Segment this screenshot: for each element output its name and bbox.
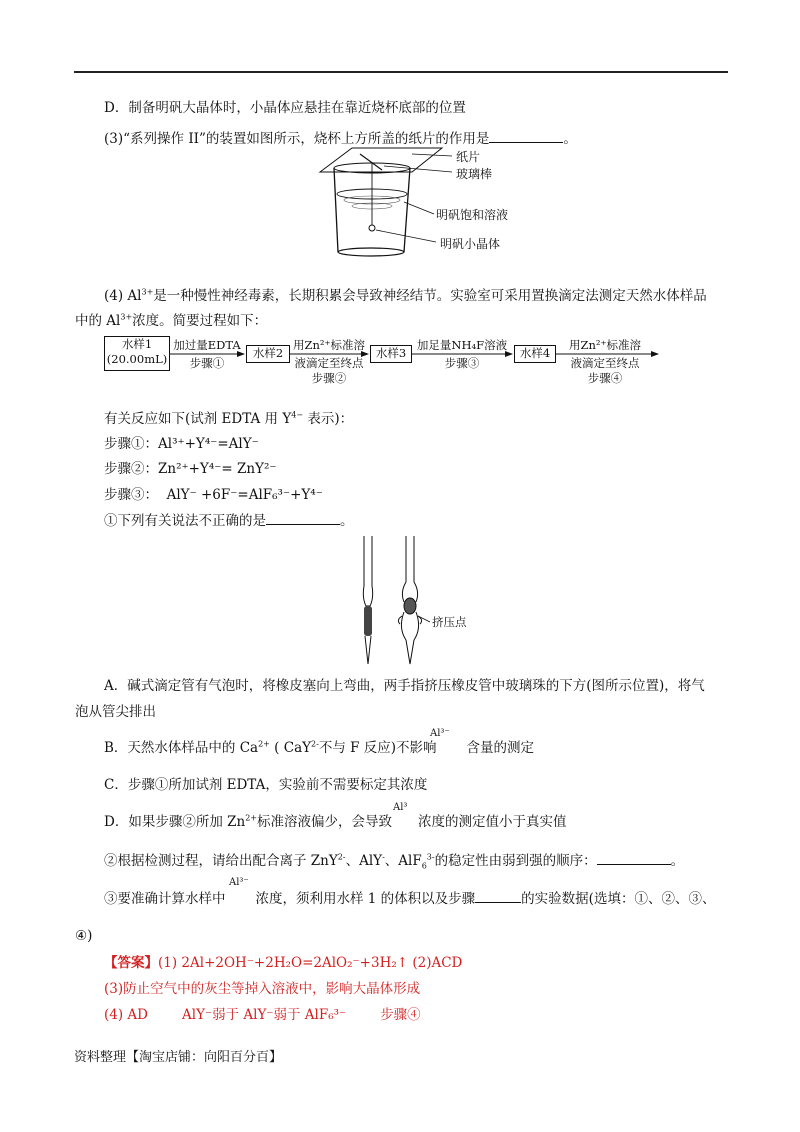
q4-2-sub: 6 bbox=[421, 861, 427, 871]
reactions-intro-b: 表示)： bbox=[303, 411, 354, 427]
q4-3-question bbox=[104, 888, 715, 909]
opt-b-sup1: 2+ bbox=[258, 739, 270, 749]
sample1-label: 水样1 bbox=[121, 337, 153, 351]
arrow2-bottom: 步骤② bbox=[311, 371, 347, 385]
q3-option-d: D．制备明矾大晶体时，小晶体应悬挂在靠近烧杯底部的位置 bbox=[104, 100, 466, 116]
q4-2-end: 。 bbox=[670, 853, 685, 869]
q4-2-b: 、AlY bbox=[345, 853, 383, 869]
arrow3-top: 加足量NH₄F溶液 bbox=[416, 338, 508, 352]
reaction-step1 bbox=[104, 434, 259, 454]
answer-line1 bbox=[104, 953, 462, 973]
sample4-box: 水样4 bbox=[514, 345, 556, 363]
label-small-crystal: 明矾小晶体 bbox=[440, 237, 501, 251]
q4-2-sup2: - bbox=[382, 852, 385, 862]
reaction-step2 bbox=[104, 459, 277, 479]
answer-4-b: AlY⁻弱于 AlY⁻弱于 AlF₆³⁻ bbox=[182, 1007, 347, 1023]
option-d bbox=[104, 812, 567, 832]
q4-intro-b: 是一种慢性神经毒素，长期积累会导致神经结节。实验室可采用置换滴定法测定天然水体样品 bbox=[153, 288, 707, 304]
answer-tag: 【答案】 bbox=[104, 955, 158, 971]
opt-b-sup2: 2- bbox=[311, 739, 319, 749]
step3-equation: AlY⁻ +6F⁻=AlF₆³⁻+Y⁴⁻ bbox=[166, 487, 323, 503]
beaker-figure bbox=[312, 142, 552, 260]
opt-b-c: 不与 F 反应)不影响 bbox=[318, 740, 437, 756]
q4-1-question bbox=[104, 510, 354, 531]
arrow2-top: 用Zn²⁺标准溶 bbox=[292, 338, 366, 352]
reactions-intro-a: 有关反应如下(试剂 EDTA 用 Y bbox=[104, 411, 292, 427]
step3-label: 步骤③： bbox=[104, 487, 158, 503]
q3-answer-blank bbox=[489, 128, 563, 143]
sample1-box bbox=[104, 336, 170, 371]
arrow1-top: 加过量EDTA bbox=[173, 338, 241, 352]
q4-intro-sup: 3+ bbox=[141, 287, 154, 297]
answer-line2: (3)防止空气中的灰尘等掉入溶液中，影响大晶体形成 bbox=[104, 981, 421, 997]
opt-b-al-symbol: Al³⁻ bbox=[430, 728, 450, 739]
answer-4-c: 步骤④ bbox=[380, 1007, 421, 1023]
reaction-step3 bbox=[104, 485, 323, 505]
q4-intro2-a: 中的 Al bbox=[75, 313, 121, 329]
opt-d-al-symbol: Al³ bbox=[393, 802, 408, 813]
q4-3-line2: ④) bbox=[75, 928, 93, 944]
option-c: C．步骤①所加试剂 EDTA，实验前不需要标定其浓度 bbox=[104, 777, 428, 793]
q4-1-text: ①下列有关说法不正确的是 bbox=[104, 513, 266, 529]
sample1-volume: (20.00mL) bbox=[106, 352, 168, 366]
opt-d-c: 浓度的测定值小于真实值 bbox=[418, 814, 567, 830]
q4-1-end: 。 bbox=[340, 513, 354, 529]
reactions-intro-sup: 4− bbox=[291, 410, 304, 420]
sample3-box: 水样3 bbox=[370, 345, 412, 363]
q4-3-answer-blank bbox=[475, 888, 521, 903]
q4-intro-line2 bbox=[75, 311, 267, 331]
step2-label: 步骤②： bbox=[104, 461, 158, 477]
q3-text: (3)“系列操作 II”的装置如图所示，烧杯上方所盖的纸片的作用是 bbox=[104, 131, 490, 147]
q4-1-answer-blank bbox=[266, 510, 340, 525]
q4-3-a: ③要准确计算水样中 bbox=[104, 891, 226, 907]
paper-sheet bbox=[320, 148, 442, 172]
glass-rod bbox=[360, 154, 382, 170]
q4-3-al-symbol: Al³⁻ bbox=[229, 877, 249, 888]
q4-3-c: 的实验数据(选填：①、②、③、 bbox=[521, 891, 716, 907]
label-press-point: 挤压点 bbox=[432, 615, 467, 629]
opt-b-b: ( CaY bbox=[269, 740, 312, 756]
opt-d-b: 标准溶液偏少，会导致 bbox=[257, 814, 392, 830]
burette-drawing bbox=[350, 536, 510, 672]
q4-intro-a: (4) Al bbox=[104, 288, 142, 304]
arrow2-mid: 液滴定至终点 bbox=[294, 356, 364, 370]
q4-3-b: 浓度，须利用水样 1 的体积以及步骤 bbox=[255, 891, 476, 907]
q4-2-c: 、AlF bbox=[384, 853, 422, 869]
q4-intro2-b: 浓度。简要过程如下： bbox=[132, 313, 268, 329]
burette-figure bbox=[350, 536, 510, 672]
step1-equation: Al³⁺+Y⁴⁻=AlY⁻ bbox=[158, 436, 259, 452]
footer-source: 资料整理【淘宝店铺：向阳百分百】 bbox=[74, 1050, 283, 1065]
arrow4-mid: 液滴定至终点 bbox=[570, 356, 640, 370]
answer-1-2: (1) 2Al+2OH⁻+2H₂O=2AlO₂⁻+3H₂↑ (2)ACD bbox=[158, 955, 463, 971]
q3-end: 。 bbox=[563, 131, 577, 147]
arrow1-bottom: 步骤① bbox=[189, 356, 225, 370]
step2-equation: Zn²⁺+Y⁴⁻= ZnY²⁻ bbox=[158, 461, 277, 477]
small-crystal bbox=[369, 225, 375, 231]
arrow4-bottom: 步骤④ bbox=[587, 371, 623, 385]
procedure-flowchart bbox=[104, 334, 664, 388]
q4-2-sup3: 3- bbox=[426, 852, 435, 862]
option-b bbox=[104, 738, 534, 758]
q4-intro2-sup: 3+ bbox=[120, 312, 133, 322]
sample2-box: 水样2 bbox=[246, 345, 290, 363]
q4-2-answer-blank bbox=[597, 850, 671, 865]
label-paper: 纸片 bbox=[456, 150, 481, 164]
opt-b-a: B．天然水体样品中的 Ca bbox=[104, 740, 259, 756]
q4-2-question bbox=[104, 850, 684, 871]
answer-line3 bbox=[104, 1005, 421, 1025]
answer-4-a: (4) AD bbox=[104, 1007, 148, 1023]
option-a-line1: A．碱式滴定管有气泡时，将橡皮塞向上弯曲，两手指挤压橡皮管中玻璃珠的下方(图所示位置)，将气 bbox=[104, 678, 705, 694]
q4-2-sup1: 2- bbox=[337, 852, 346, 862]
step1-label: 步骤①： bbox=[104, 436, 158, 452]
option-a-line2: 泡从管尖排出 bbox=[75, 704, 156, 720]
beaker-drawing bbox=[312, 142, 552, 260]
opt-b-d: 含量的测定 bbox=[466, 740, 535, 756]
q4-intro-line1 bbox=[104, 286, 707, 306]
header-rule bbox=[74, 71, 728, 73]
q4-2-d: 的稳定性由弱到强的顺序： bbox=[434, 853, 597, 869]
reactions-intro bbox=[104, 409, 353, 429]
label-glass-rod: 玻璃棒 bbox=[456, 167, 493, 181]
arrow3-bottom: 步骤③ bbox=[444, 356, 480, 370]
arrow4-top: 用Zn²⁺标准溶 bbox=[568, 338, 642, 352]
glass-bead bbox=[404, 598, 416, 614]
q4-2-a: ②根据检测过程，请给出配合离子 ZnY bbox=[104, 853, 338, 869]
label-saturated-solution: 明矾饱和溶液 bbox=[436, 208, 509, 222]
opt-d-a: D．如果步骤②所加 Zn bbox=[104, 814, 246, 830]
opt-d-sup: 2+ bbox=[245, 813, 257, 823]
